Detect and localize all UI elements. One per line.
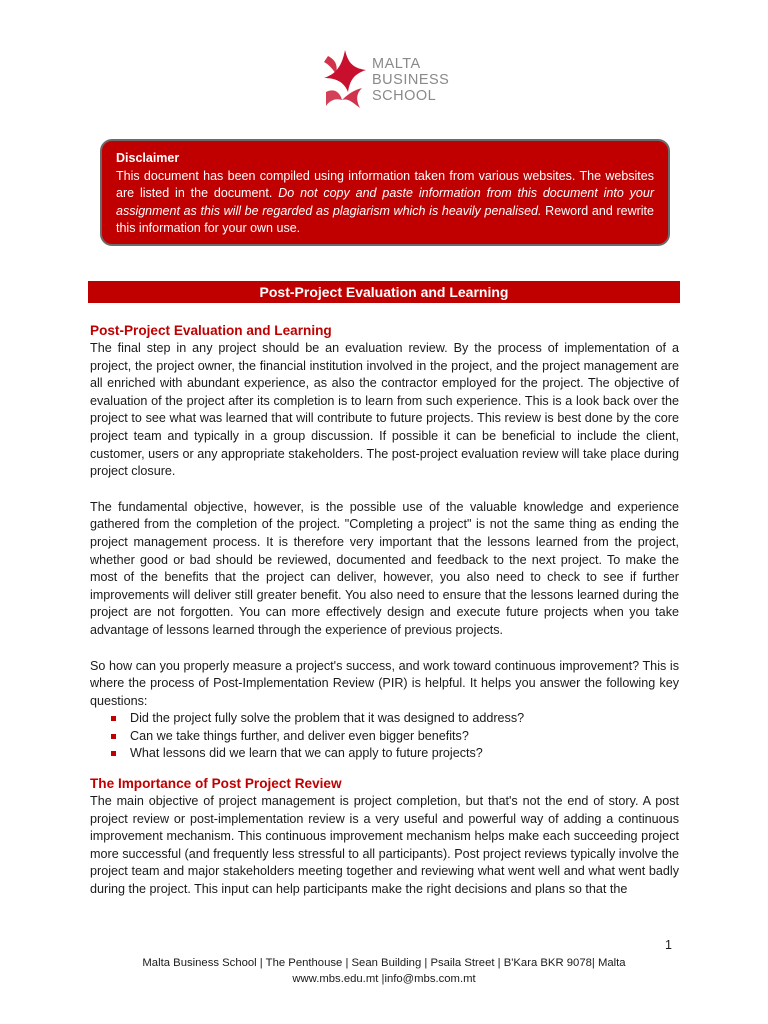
- logo-wordmark: [372, 56, 449, 104]
- footer-contact: www.mbs.edu.mt |info@mbs.com.mt: [292, 973, 476, 985]
- logo-emblem-icon: [322, 48, 368, 110]
- disclaimer-text-end: Reword and rewrite this information for your own use.: [116, 203, 654, 235]
- paragraph: The fundamental objective, however, is the possible use of the valuable knowledge and experience gathered from the completion of the project. "Completing a project" is not the same thing as ending the project management process. It is therefore very important that the lessons learned from the project, whether good or bad should be reviewed, documented and feedback to the next project. To make the most of the benefits that the project can deliver, however, you also need to check to see if further improvements will deliver still greater benefit. You also need to ensure that the lessons learned during the project are not forgotten. You can more effectively design and execute future projects when you take advantage of lessons learned through the experience of previous projects.: [90, 499, 679, 637]
- footer-address: Malta Business School | The Penthouse | Sean Building | Psaila Street | B'Kara BKR 9078| Malta: [142, 957, 626, 969]
- title-banner: Post-Project Evaluation and Learning: [88, 281, 680, 303]
- logo-line-2: BUSINESS: [372, 72, 450, 88]
- bullet-square-icon: [111, 751, 116, 756]
- bullet-square-icon: [111, 734, 116, 739]
- document-body: [90, 322, 679, 899]
- disclaimer-box: [100, 139, 670, 246]
- list-item: Did the project fully solve the problem that it was designed to address?: [130, 710, 679, 728]
- disclaimer-text-italic: Do not copy and paste information from this document into your assignment as this will be regarded as plagiarism which is heavily penalised.: [116, 186, 654, 218]
- paragraph: The final step in any project should be an evaluation review. By the process of implementation of a project, the project owner, the financial institution involved in the project, and the project management are all enriched with abundant experience, as also the contractor employed for the project. The objective of evaluation of the project after its completion is to learn from such experience. This is a look back over the project to see what was learned that will contribute to future projects. This review is best done by the core project team and typically in a group discussion. If possible it can be beneficial to include the client, customer, users or any appropriate stakeholders. The post-project evaluation review will take place during project closure.: [90, 341, 679, 479]
- disclaimer-text: [116, 168, 654, 238]
- list-item: What lessons did we learn that we can apply to future projects?: [130, 745, 679, 763]
- page-number: 1: [665, 938, 672, 952]
- logo-line-1: MALTA: [372, 56, 421, 72]
- list-item: Can we take things further, and deliver even bigger benefits?: [130, 728, 679, 746]
- logo-line-3: SCHOOL: [372, 88, 437, 104]
- section-heading-evaluation: Post-Project Evaluation and Learning: [90, 323, 332, 338]
- bullet-square-icon: [111, 716, 116, 721]
- key-questions-list: [90, 710, 679, 763]
- malta-business-school-logo: [322, 48, 462, 118]
- paragraph: So how can you properly measure a project's success, and work toward continuous improvement? This is where the process of Post-Implementation Review (PIR) is helpful. It helps you answer the following key questions:: [90, 658, 679, 708]
- section-heading-importance: The Importance of Post Project Review: [90, 776, 342, 792]
- disclaimer-text-start: This document has been compiled using information taken from various websites. The websites are listed in the document.: [116, 168, 654, 200]
- disclaimer-title: Disclaimer: [116, 151, 180, 165]
- paragraph: The main objective of project management is project completion, but that's not the end of story. A post project review or post-implementation review is a very useful and powerful way of adding a continuous improvement mechanism. This continuous improvement mechanism helps make each succeeding project more successful (and frequently less stressful to all participants). Post project reviews typically involve the project team and major stakeholders meeting together and reviewing what went well and what went badly during the project. This input can help participants make the right decisions and plans so that the: [90, 794, 679, 897]
